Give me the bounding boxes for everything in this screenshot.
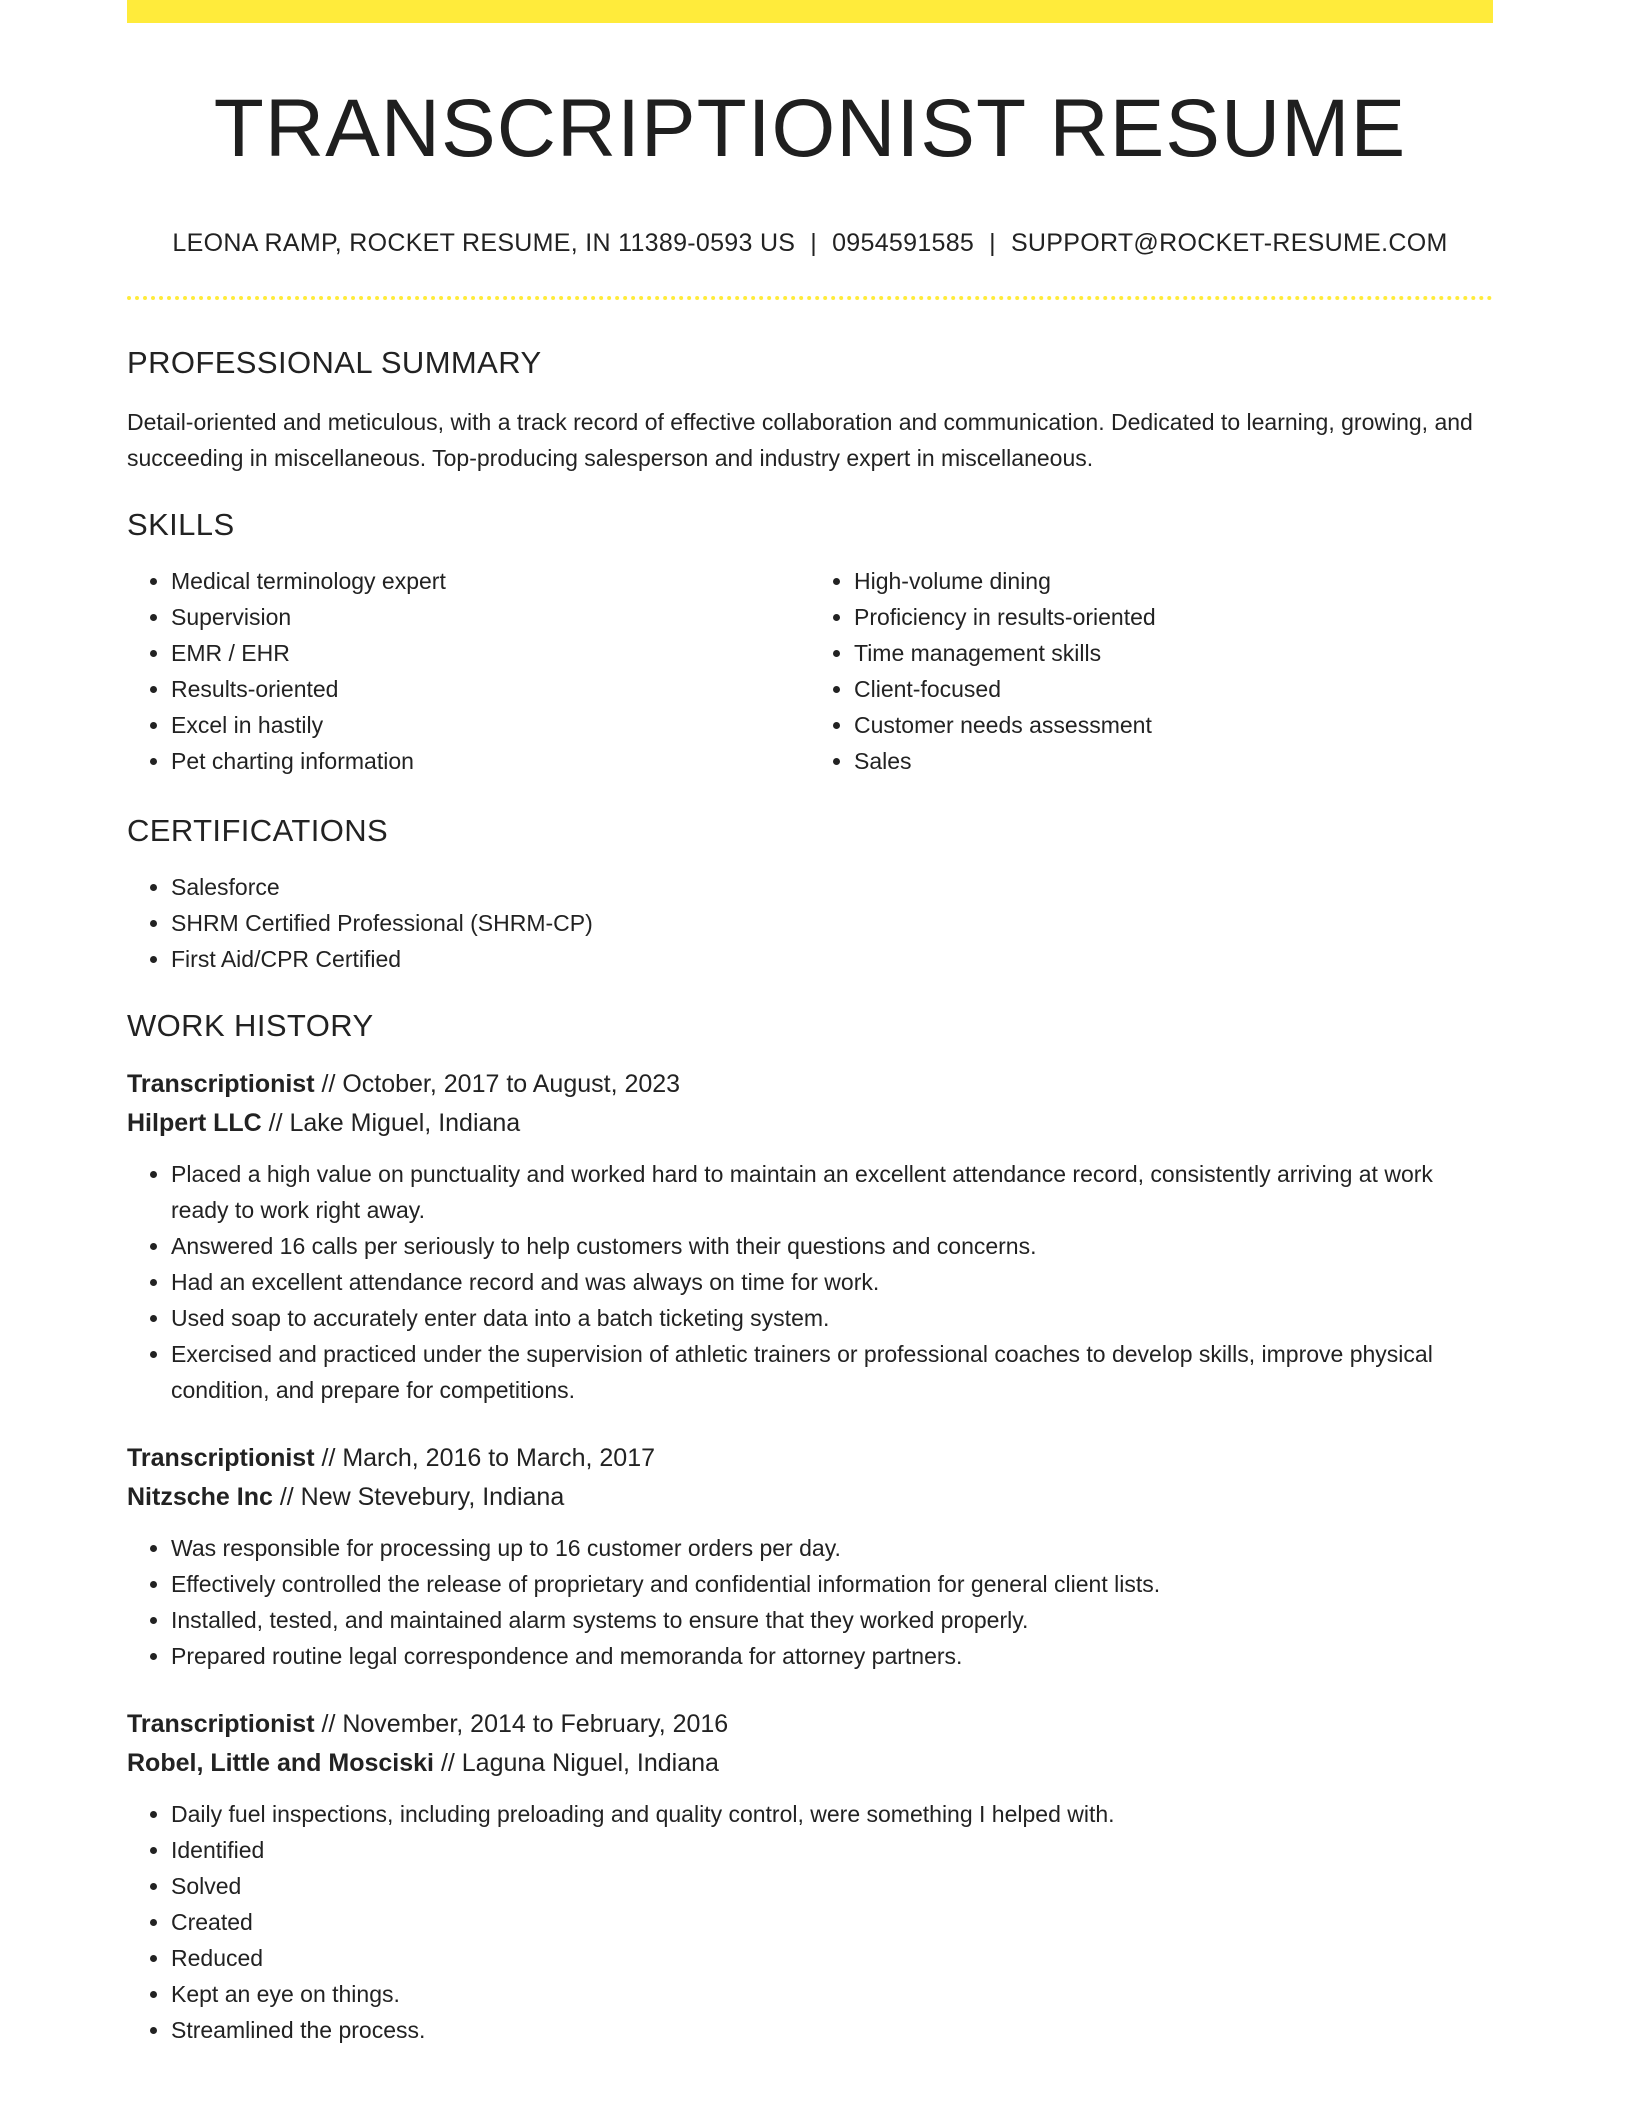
contact-address: LEONA RAMP, ROCKET RESUME, IN 11389-0593 US <box>172 228 796 257</box>
job-company: Nitzsche Inc <box>127 1482 273 1511</box>
skills-heading: SKILLS <box>127 507 235 543</box>
skill-item: • Supervision <box>171 599 810 635</box>
job-bullet: • Installed, tested, and maintained alarm systems to ensure that they worked properly. <box>171 1602 1493 1638</box>
certification-item: • First Aid/CPR Certified <box>171 941 1493 977</box>
job-company-line <box>127 1104 1493 1143</box>
job-bullets <box>127 1156 1493 1408</box>
job-location: // New Stevebury, Indiana <box>272 1482 565 1511</box>
skill-item: • Medical terminology expert <box>171 563 810 599</box>
job-bullet: • Used soap to accurately enter data into a batch ticketing system. <box>171 1300 1493 1336</box>
job-entry <box>127 1705 1493 2048</box>
skills-section <box>127 506 1493 779</box>
job-company-line <box>127 1478 1493 1517</box>
job-title: Transcriptionist <box>127 1709 315 1738</box>
job-bullet: • Prepared routine legal correspondence and memoranda for attorney partners. <box>171 1638 1493 1674</box>
contact-line <box>127 229 1493 258</box>
job-bullet: • Answered 16 calls per seriously to help customers with their questions and concerns. <box>171 1228 1493 1264</box>
job-entry <box>127 1065 1493 1408</box>
job-bullet: • Identified <box>171 1832 1493 1868</box>
work-history-heading: WORK HISTORY <box>127 1008 374 1044</box>
work-history-section <box>127 1007 1493 2047</box>
job-dates: // October, 2017 to August, 2023 <box>314 1069 681 1098</box>
job-dates: // March, 2016 to March, 2017 <box>314 1443 656 1472</box>
skill-item: • High-volume dining <box>854 563 1493 599</box>
top-accent-bar <box>127 0 1493 23</box>
skill-item: • EMR / EHR <box>171 635 810 671</box>
job-title: Transcriptionist <box>127 1443 315 1472</box>
dotted-divider <box>127 296 1493 300</box>
job-bullet: • Kept an eye on things. <box>171 1976 1493 2012</box>
job-title-line <box>127 1705 1493 1744</box>
job-bullets <box>127 1796 1493 2048</box>
skills-list-left <box>127 563 810 779</box>
contact-separator: | <box>810 228 818 257</box>
job-company: Robel, Little and Mosciski <box>127 1748 434 1777</box>
job-bullet: • Exercised and practiced under the supervision of athletic trainers or professional coaches to develop skills, improve physical condition, and prepare for competitions. <box>171 1336 1493 1408</box>
job-bullet: • Streamlined the process. <box>171 2012 1493 2048</box>
job-bullet: • Had an excellent attendance record and was always on time for work. <box>171 1264 1493 1300</box>
job-title: Transcriptionist <box>127 1069 315 1098</box>
summary-text: Detail-oriented and meticulous, with a track record of effective collaboration and communication. Dedicated to learning, growing, and succeeding in miscellaneous. Top-producing salesperson and industry expert in miscellaneous. <box>127 409 1473 472</box>
job-dates: // November, 2014 to February, 2016 <box>314 1709 729 1738</box>
skill-item: • Client-focused <box>854 671 1493 707</box>
skill-item: • Customer needs assessment <box>854 707 1493 743</box>
skill-item: • Results-oriented <box>171 671 810 707</box>
resume-title: TRANSCRIPTIONIST RESUME <box>213 83 1407 174</box>
job-company: Hilpert LLC <box>127 1108 262 1137</box>
job-bullet: • Daily fuel inspections, including preloading and quality control, were something I helped with. <box>171 1796 1493 1832</box>
certification-item: • SHRM Certified Professional (SHRM-CP) <box>171 905 1493 941</box>
contact-phone: 0954591585 <box>832 228 975 257</box>
skill-item: • Excel in hastily <box>171 707 810 743</box>
job-bullets <box>127 1530 1493 1674</box>
job-bullet: • Created <box>171 1904 1493 1940</box>
job-company-line <box>127 1744 1493 1783</box>
job-title-line <box>127 1065 1493 1104</box>
job-bullet: • Effectively controlled the release of proprietary and confidential information for general client lists. <box>171 1566 1493 1602</box>
certifications-section <box>127 812 1493 977</box>
skills-list-right <box>810 563 1493 779</box>
job-entry <box>127 1439 1493 1674</box>
job-bullet: • Reduced <box>171 1940 1493 1976</box>
summary-heading: PROFESSIONAL SUMMARY <box>127 344 542 380</box>
skill-item: • Pet charting information <box>171 743 810 779</box>
job-bullet: • Solved <box>171 1868 1493 1904</box>
summary-section <box>127 344 1493 476</box>
skill-item: • Time management skills <box>854 635 1493 671</box>
job-bullet: • Placed a high value on punctuality and worked hard to maintain an excellent attendance record, consistently arriving at work ready to work right away. <box>171 1156 1493 1228</box>
skills-columns <box>127 563 1493 779</box>
job-location: // Lake Miguel, Indiana <box>261 1108 521 1137</box>
contact-separator: | <box>989 228 996 257</box>
certifications-heading: CERTIFICATIONS <box>127 813 389 849</box>
resume-page <box>127 0 1493 2048</box>
skill-item: • Sales <box>854 743 1493 779</box>
contact-email: SUPPORT@ROCKET-RESUME.COM <box>1010 228 1448 257</box>
certifications-list <box>127 869 1493 977</box>
job-title-line <box>127 1439 1493 1478</box>
job-location: // Laguna Niguel, Indiana <box>434 1748 719 1777</box>
skill-item: • Proficiency in results-oriented <box>854 599 1493 635</box>
job-bullet: • Was responsible for processing up to 16 customer orders per day. <box>171 1530 1493 1566</box>
certification-item: • Salesforce <box>171 869 1493 905</box>
